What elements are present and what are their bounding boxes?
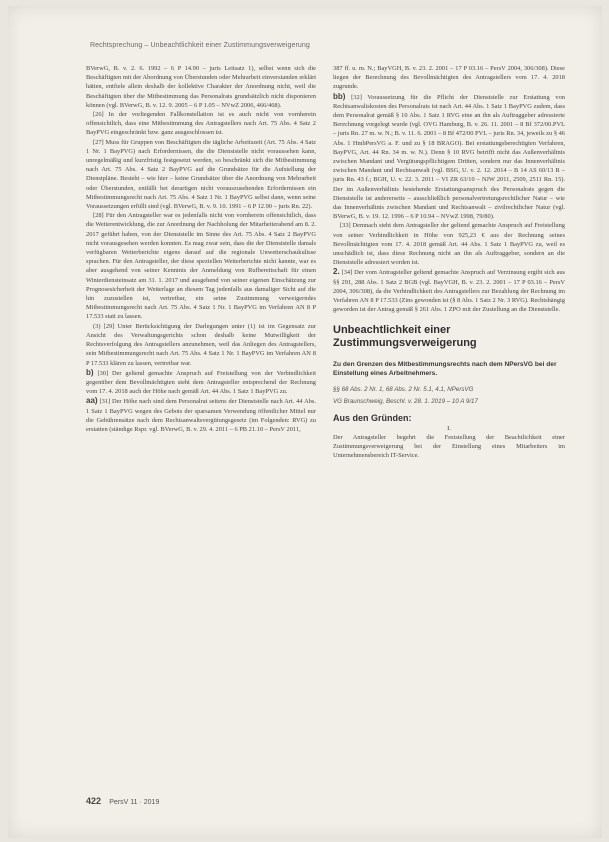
paragraph-text: [32] Voraussetzung für die Pflicht der Dienststelle zur Erstattung von Rechtsanwaltskosten des Personalrats ist nach Art. 44 Abs. 1 Satz 1 BayPVG zudem, dass dem Personalrat gemäß § 10 Abs. 1 Satz 1 RVG eine an ihn als Auftraggeber adressierte Berechnung vorgelegt wurde (vgl. OVG Hamburg, B. v. 26. 11. 2001 – 8 Bf 372/00.PVL – juris Rn. 27 m. w. N.; B. v. 11. 6. 2001 – 8 Bf 472/00 PVL – juris Rn. 34, jeweils zu § 46 Abs. 1 HmbPersVG a. F. und zu § 18 BRAGO). Bei erstattungsberechtigten Verfahren, BayPVG, Art. 44 Rn. 34 m. w. N.). Denn § 10 RVG betrifft nicht das Außenverhältnis zwischen Mandant und Vergütungspflichtigem Dritten, sondern nur das Innenverhältnis zwischen Mandant und Rechtsanwalt (vgl. BSG, U. v. 2. 12. 2014 – B 14 AS 60/13 R – juris Rn. 43 f.; BGH, U. v. 22. 3. 2011 – VI ZR 63/10 – NJW 2011, 2509, 2511 Rn. 15). Der im Außenverhältnis bestehende Erstattungsanspruch des Personalrats gegen die Dienststelle ist andererseits – ausschließlich personalvertretungsrechtlicher Natur – wie das Innenverhältnis zwischen Mandant und Rechtsanwalt – zivilrechtlicher Natur (vgl. BVerwG, B. v. 19. 12. 1996 – 6 P 10.94 – NVwZ 1998, 79/80). bbox=[333, 93, 565, 221]
left-column bbox=[86, 64, 316, 434]
section-title: Unbeachtlichkeit einer Zustimmungsverweigerung bbox=[333, 324, 477, 350]
numbered-paragraph bbox=[333, 267, 565, 314]
grounds-subhead: Aus den Gründen: bbox=[333, 413, 412, 424]
body-paragraph: 387 ff. u. m. N.; BayVGH, B. v. 23. 2. 2001 – 17 P 03.16 – PersV 2004, 306/308). Diese liegen der Berechnung des Bevollmächtigten des Antragstellers vom 17. 4. 2018 zugrunde. bbox=[333, 65, 565, 91]
body-paragraph: BVerwG, B. v. 2. 6. 1992 – 6 P 14.90 – juris Leitsatz 1), selbst wenn sich die Beschäftigten mit der Abordnung von Überstunden oder Mehrarbeit einverstanden erklärt hätten, entfiele allein deshalb der kollektive Charakter der Anordnung nicht, weil die Beschäftigten über die Mitbestimmung das Personalrats grundsätzlich nicht disponieren können (vgl. BVerwG, B. v. 12. 9. 2005 – 6 P 1.05 – NVwZ 2006, 466/468). bbox=[86, 65, 316, 109]
page-footer bbox=[86, 796, 159, 806]
numbered-paragraph bbox=[333, 92, 565, 222]
body-paragraph: [33] Demnach steht dem Antragsteller der geltend gemachte Anspruch auf Freistellung von seiner Verbindlichkeit in Höhe von 925,23 € aus der Rechnung seines Bevollmächtigten vom 17. 4. 2018 gemäß Art. 44 Abs. 1 Satz 1 BayPVG zu, weil es unschädlich ist, dass diese Rechnung nicht an ihn als Auftraggeber, sondern an die Dienststelle adressiert worden ist. bbox=[333, 222, 565, 267]
paragraph-marker: bb) bbox=[333, 91, 346, 101]
statute-citation: §§ 68 Abs. 2 Nr. 1, 68 Abs. 2 Nr. 5.1, 4.1, NPersVG bbox=[333, 386, 474, 394]
paragraph-text: [30] Der geltend gemachte Anspruch auf Freistellung von der Verbindlichkeit gegenüber dem Bevollmächtigten steht dem Antragsteller entsprechend der Rechnung vom 17. 4. 2018 auch der Höhe nach gemäß Art. 44 Abs. 1 Satz 1 BayPVG zu. bbox=[86, 369, 316, 396]
numbered-paragraph bbox=[86, 396, 316, 434]
paragraph-marker: 2. bbox=[333, 267, 340, 277]
headnote: Zu den Grenzen des Mitbestimmungsrechts nach dem NPersVG bei der Einstellung eines Arbeitnehmers. bbox=[333, 361, 557, 378]
paragraph-marker: b) bbox=[86, 367, 94, 377]
body-paragraph: [27] Muss für Gruppen von Beschäftigten die tägliche Arbeitszeit (Art. 75 Abs. 4 Satz 1 Nr. 1 BayPVG) nach Erfordernissen, die die Dienststelle nicht voraussehen kann, unregelmäßig und kurzfristig festgesetzt werden, so beschränkt sich die Mitbestimmung nach Art. 75 Abs. 4 Satz 2 BayPVG auf die Grundsätze für die Aufstellung der Dienstpläne. Besteht – wie hier – keine Grundsätze über die Anordnung von Mehrarbeit oder Überstunden, entfällt bei derartigen nicht vorauszusehenden Erfordernissen ein Mitbestimmungsrecht nach Art. 75 Abs. 4 Satz 1 Nr. 1 BayPVG selbst dann, wenn seine Voraussetzungen erfüllt sind (vgl. BVerwG, B. v. 9. 10. 1991 – 6 P 12.90 – juris Rn. 22). bbox=[86, 138, 316, 211]
page-number: 422 bbox=[86, 796, 102, 806]
paragraph-text: [34] Der vom Antragsteller geltend gemachte Anspruch auf Verzinsung ergibt sich aus §§ 291, 288 Abs. 1 Satz 2 BGB (vgl. BayVGH, B. v. 23. 2. 2001 – 17 P 03.16 – PersV 2004, 306/308), da die Verbindlichkeit des Antragstellers zur Bezahlung der Rechnung im Verfahren AN 8 P 17.533 (Zins gewonden ist (§ 8 Abs. 1 Satz 2 Nr. 3 RVG). Rechtshängig geworden ist der Antrag gemäß § 261 Abs. 1 ZPO mit der Zustellung an die Dienststelle. bbox=[333, 269, 565, 314]
document-page bbox=[8, 6, 602, 838]
section-roman-numeral: I. bbox=[447, 424, 451, 432]
court-decision: VG Braunschweig, Beschl. v. 28. 1. 2019 – 10 A 9/17 bbox=[333, 398, 478, 406]
journal-issue: PersV 11 · 2019 bbox=[109, 799, 160, 806]
decision-section bbox=[333, 324, 565, 460]
right-column bbox=[333, 64, 565, 461]
paragraph-marker: aa) bbox=[86, 396, 98, 406]
section-intro: Der Antragsteller begehrt die Feststellung der Beachtlichkeit einer Zustimmungsverweigerung bei der Einstellung eines Mitarbeiters im Unternehmensbereich IT-Service. bbox=[333, 433, 565, 460]
body-paragraph: [26] In der vorliegenden Fallkonstellation ist es auch nicht von vornherein offensichtlich, dass eine Mitbestimmung des Antragstellers nach Art. 75 Abs. 4 Satz 2 BayPVG eingeschränkt bzw. ganz ausgeschlossen ist. bbox=[86, 111, 316, 137]
body-paragraph: [28] Für den Antragsteller war es jedenfalls nicht von vornherein offensichtlich, dass die Weiterentwicklung, die zur Anordnung der Nachholung der Mitarbeiterabend am 8. 2. 2017 geführt haben, von der Dienststelle im Sinne des Art. 75 Abs. 4 Satz 2 BayPVG nicht vorausgesehen werden konnten. Es mag zwar sein, dass die der Dienststelle damals verfügbaren Wetterberichte eigens darauf auf die regionale Unwetterschaukulisse sprachen. Für den Antragsteller, der diese speziellen Wetterberichte nicht kannte, war es aber ausgehend von seiner Kenntnis der Anmeldung von Rufbereitschaft für einen Winterdiensteinsatz am 31. 1. 2017 und ausgehend von seiner eigenen Einschätzung zur Prognosesicherheit der Wetterlage an diesem Tag jedenfalls aus damaliger Sicht auf die hin zuzustellen ist, vertretbar, ein seine Zustimmung verweigerndes Mitbestimmungsrecht nach Art. 75 Abs. 4 Satz 1 Nr. 1 BayPVG im Verfahren AN 8 P 17.533 statt zu lassen. bbox=[86, 212, 316, 321]
paragraph-text: [31] Der Höhe nach sind dem Personalrat seitens der Dienststelle nach Art. 44 Abs. 1 Satz 1 BayPVG wegen des Gebots der sparsamen Verwendung öffentlicher Mittel nur die Gebührensätze nach dem Rechtsanwaltsvergütungsgesetz (im Folgenden: RVG) zu erstatten (ständige Rspr. vgl. BVerwG, B. v. 29. 4. 2011 – 6 PB 21.10 – PersV 2011, bbox=[86, 398, 316, 433]
body-paragraph: (3) [29] Unter Berücksichtigung der Darlegungen unter (1) ist im Gegensatz zur Ansicht des Verwaltungsgerichts schon deshalb keine Mutwilligkeit der Rechtsverfolgung des Antragstellers anzunehmen, weil das Anliegen des Antragstellers, sein Mitbestimmungsrecht nach Art. 75 Abs. 4 Satz 1 Nr. 1 BayPVG im Verfahren AN 8 P 17.533 klären zu lassen, vertretbar war. bbox=[86, 322, 316, 367]
running-head: Rechtsprechung – Unbeachtlichkeit einer Zustimmungsverweigerung bbox=[90, 42, 310, 49]
numbered-paragraph bbox=[86, 368, 316, 397]
right-column-paragraphs bbox=[333, 64, 565, 314]
